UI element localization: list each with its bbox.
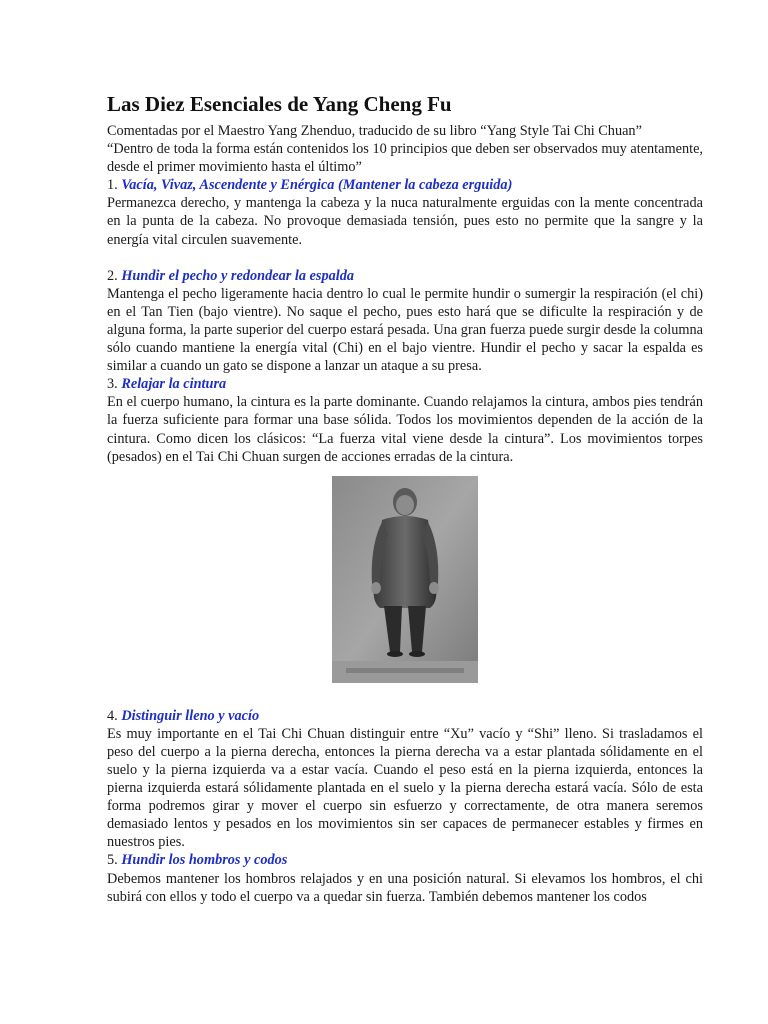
master-photograph — [332, 476, 478, 683]
section-title: Relajar la cintura — [121, 376, 227, 393]
section-heading-1 — [107, 176, 703, 194]
section-heading-5 — [107, 851, 703, 869]
spacer — [107, 249, 703, 267]
section-number: 2. — [107, 267, 118, 284]
section-body-5: Debemos mantener los hombros relajados y en una posición natural. Si elevamos los hombros, el chi subirá con ellos y todo el cuerpo va a quedar sin fuerza. También debemos mantener los codos — [107, 870, 703, 905]
intro-quote: “Dentro de toda la forma están contenidos los 10 principios que deben ser observados muy atentamente, desde el primer movimiento hasta el último” — [107, 141, 703, 176]
spacer — [107, 683, 703, 707]
section-heading-3 — [107, 375, 703, 393]
section-number: 1. — [107, 177, 118, 194]
section-title: Hundir el pecho y redondear la espalda — [121, 267, 355, 284]
page-title: Las Diez Esenciales de Yang Cheng Fu — [107, 92, 452, 116]
section-number: 5. — [107, 852, 118, 869]
section-body-1: Permanezca derecho, y mantenga la cabeza y la nuca naturalmente erguidas con la mente concentrada en la punta de la cabeza. No provoque demasiada tensión, pues esto no permite que la sangre y la energía vital circulen suavemente. — [107, 195, 703, 248]
section-number: 3. — [107, 376, 118, 393]
subtitle: Comentadas por el Maestro Yang Zhenduo, traducido de su libro “Yang Style Tai Chi Chuan” — [107, 123, 642, 139]
section-title: Hundir los hombros y codos — [121, 852, 288, 869]
section-body-2: Mantenga el pecho ligeramente hacia dentro lo cual le permite hundir o sumergir la respiración (el chi) en el Tan Tien (bajo vientre). No saque el pecho, pues esto hará que se dificulte la respiración y de alguna forma, la parte superior del cuerpo estará pesada. Una gran fuerza puede surgir desde la columna sólo cuando mantiene la energía vital (Chi) en el bajo vientre. Hundir el pecho y sacar la espalda es similar a cuando un gato se dispone a lanzar un ataque a su presa. — [107, 285, 703, 375]
section-heading-2 — [107, 267, 703, 285]
section-title: Distinguir lleno y vacío — [121, 707, 260, 724]
section-body-3: En el cuerpo humano, la cintura es la parte dominante. Cuando relajamos la cintura, ambos pies tendrán la fuerza suficiente para formar una base sólida. Todos los movimientos dependen de la acción de la cintura. Como dicen los clásicos: “La fuerza vital viene desde la cintura”. Los movimientos torpes (pesados) en el Tai Chi Chuan surgen de acciones erradas de la cintura. — [107, 394, 703, 465]
document-content — [107, 92, 703, 906]
section-title: Vacía, Vivaz, Ascendente y Enérgica (Mantener la cabeza erguida) — [121, 177, 513, 194]
section-heading-4 — [107, 707, 703, 725]
section-number: 4. — [107, 707, 118, 724]
section-body-4: Es muy importante en el Tai Chi Chuan distinguir entre “Xu” vacío y “Shi” lleno. Si trasladamos el peso del cuerpo a la pierna derecha, entonces la pierna derecha va a estar plantada sólidamente en el suelo y la pierna izquierda va a estar vacía. Cuando el peso está en la pierna izquierda, entonces la pierna izquierda estará sólidamente plantada en el suelo y la pierna derecha estará vacía. Sólo de esta forma podremos girar y mover el cuerpo sin esfuerzo y correctamente, de otra manera seremos demasiado lentos y pesados en los movimientos sin ser capaces de permanecer estables y firmes en nuestros pies. — [107, 725, 703, 851]
